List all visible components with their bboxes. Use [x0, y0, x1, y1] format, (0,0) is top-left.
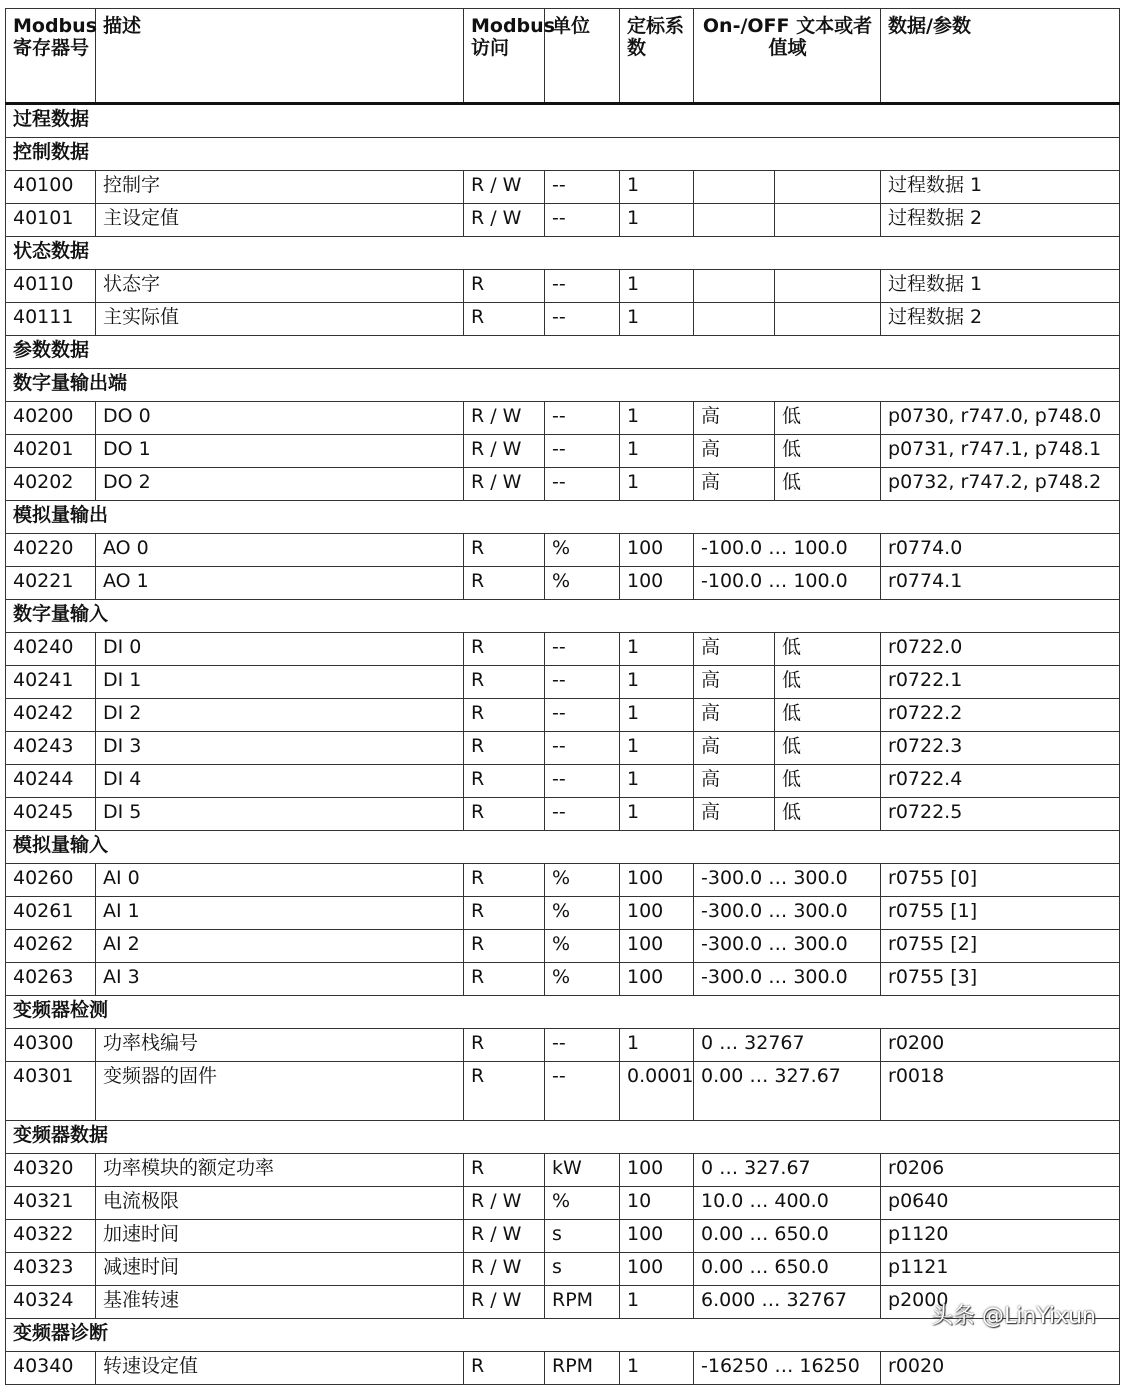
- table-row: [6, 1187, 1120, 1220]
- unit-cell: --: [545, 798, 620, 831]
- register-cell: 40300: [6, 1029, 96, 1062]
- on-text-cell: [694, 204, 775, 237]
- header-description: 描述: [96, 9, 464, 104]
- parameter-cell: p0730, r747.0, p748.0: [881, 402, 1120, 435]
- register-cell: 40243: [6, 732, 96, 765]
- register-cell: 40320: [6, 1154, 96, 1187]
- section-title: 数字量输出端: [6, 369, 1120, 402]
- scale-cell: 1: [620, 303, 694, 336]
- section-title: 模拟量输入: [6, 831, 1120, 864]
- range-cell: 0 … 327.67: [694, 1154, 881, 1187]
- description-cell: 变频器的固件: [96, 1062, 464, 1121]
- description-cell: AO 1: [96, 567, 464, 600]
- scale-cell: 1: [620, 732, 694, 765]
- unit-cell: RPM: [545, 1286, 620, 1319]
- scale-cell: 1: [620, 171, 694, 204]
- parameter-cell: r0755 [1]: [881, 897, 1120, 930]
- register-cell: 40263: [6, 963, 96, 996]
- parameter-cell: p2000: [881, 1286, 1120, 1319]
- parameter-cell: r0722.5: [881, 798, 1120, 831]
- access-cell: R: [464, 270, 545, 303]
- description-cell: DO 1: [96, 435, 464, 468]
- section-row: [6, 501, 1120, 534]
- register-cell: 40245: [6, 798, 96, 831]
- on-text-cell: 高: [694, 468, 775, 501]
- access-cell: R / W: [464, 435, 545, 468]
- register-cell: 40261: [6, 897, 96, 930]
- register-cell: 40301: [6, 1062, 96, 1121]
- scale-cell: 100: [620, 864, 694, 897]
- unit-cell: %: [545, 567, 620, 600]
- description-cell: 加速时间: [96, 1220, 464, 1253]
- range-cell: 0 … 32767: [694, 1029, 881, 1062]
- table-row: [6, 171, 1120, 204]
- unit-cell: --: [545, 468, 620, 501]
- range-cell: -300.0 … 300.0: [694, 864, 881, 897]
- parameter-cell: p0732, r747.2, p748.2: [881, 468, 1120, 501]
- register-cell: 40110: [6, 270, 96, 303]
- on-text-cell: 高: [694, 732, 775, 765]
- access-cell: R: [464, 864, 545, 897]
- scale-cell: 0.0001: [620, 1062, 694, 1121]
- parameter-cell: r0200: [881, 1029, 1120, 1062]
- register-cell: 40200: [6, 402, 96, 435]
- description-cell: DI 1: [96, 666, 464, 699]
- table-row: [6, 963, 1120, 996]
- parameter-cell: p0731, r747.1, p748.1: [881, 435, 1120, 468]
- scale-cell: 1: [620, 402, 694, 435]
- unit-cell: --: [545, 765, 620, 798]
- off-text-cell: 低: [775, 402, 881, 435]
- table-row: [6, 402, 1120, 435]
- access-cell: R: [464, 1029, 545, 1062]
- unit-cell: --: [545, 303, 620, 336]
- table-row: [6, 1154, 1120, 1187]
- scale-cell: 1: [620, 1286, 694, 1319]
- access-cell: R: [464, 534, 545, 567]
- register-cell: 40241: [6, 666, 96, 699]
- parameter-cell: 过程数据 1: [881, 171, 1120, 204]
- off-text-cell: [775, 204, 881, 237]
- register-cell: 40221: [6, 567, 96, 600]
- section-title: 过程数据: [6, 104, 1120, 138]
- scale-cell: 100: [620, 930, 694, 963]
- header-parameter: 数据/参数: [881, 9, 1120, 104]
- access-cell: R / W: [464, 468, 545, 501]
- parameter-cell: r0755 [2]: [881, 930, 1120, 963]
- table-row: [6, 303, 1120, 336]
- section-title: 参数数据: [6, 336, 1120, 369]
- parameter-cell: r0722.3: [881, 732, 1120, 765]
- off-text-cell: 低: [775, 765, 881, 798]
- unit-cell: --: [545, 1029, 620, 1062]
- scale-cell: 100: [620, 1253, 694, 1286]
- unit-cell: %: [545, 1187, 620, 1220]
- range-cell: -300.0 … 300.0: [694, 930, 881, 963]
- parameter-cell: r0774.0: [881, 534, 1120, 567]
- table-row: [6, 666, 1120, 699]
- parameter-cell: r0774.1: [881, 567, 1120, 600]
- scale-cell: 100: [620, 1220, 694, 1253]
- on-text-cell: [694, 270, 775, 303]
- parameter-cell: 过程数据 2: [881, 204, 1120, 237]
- unit-cell: %: [545, 930, 620, 963]
- description-cell: DI 2: [96, 699, 464, 732]
- scale-cell: 100: [620, 567, 694, 600]
- scale-cell: 10: [620, 1187, 694, 1220]
- access-cell: R: [464, 699, 545, 732]
- scale-cell: 1: [620, 666, 694, 699]
- register-cell: 40101: [6, 204, 96, 237]
- header-register: Modbus 寄存器号: [6, 9, 96, 104]
- register-cell: 40321: [6, 1187, 96, 1220]
- description-cell: AI 2: [96, 930, 464, 963]
- unit-cell: s: [545, 1220, 620, 1253]
- table-row: [6, 699, 1120, 732]
- header-row: [6, 9, 1120, 104]
- parameter-cell: r0722.0: [881, 633, 1120, 666]
- access-cell: R: [464, 963, 545, 996]
- description-cell: 减速时间: [96, 1253, 464, 1286]
- description-cell: AI 3: [96, 963, 464, 996]
- section-row: [6, 600, 1120, 633]
- unit-cell: --: [545, 666, 620, 699]
- off-text-cell: 低: [775, 468, 881, 501]
- access-cell: R / W: [464, 1286, 545, 1319]
- header-onoff-range: On-/OFF 文本或者值域: [694, 9, 881, 104]
- section-title: 变频器诊断: [6, 1319, 1120, 1352]
- parameter-cell: r0018: [881, 1062, 1120, 1121]
- scale-cell: 1: [620, 270, 694, 303]
- scale-cell: 1: [620, 1352, 694, 1385]
- header-unit: 单位: [545, 9, 620, 104]
- table-row: [6, 1220, 1120, 1253]
- access-cell: R: [464, 666, 545, 699]
- description-cell: AI 1: [96, 897, 464, 930]
- access-cell: R: [464, 1352, 545, 1385]
- unit-cell: --: [545, 1062, 620, 1121]
- register-cell: 40322: [6, 1220, 96, 1253]
- on-text-cell: 高: [694, 666, 775, 699]
- on-text-cell: [694, 171, 775, 204]
- description-cell: DI 4: [96, 765, 464, 798]
- on-text-cell: 高: [694, 402, 775, 435]
- scale-cell: 100: [620, 534, 694, 567]
- access-cell: R / W: [464, 1253, 545, 1286]
- unit-cell: --: [545, 204, 620, 237]
- description-cell: AO 0: [96, 534, 464, 567]
- parameter-cell: p0640: [881, 1187, 1120, 1220]
- description-cell: 功率模块的额定功率: [96, 1154, 464, 1187]
- table-row: [6, 567, 1120, 600]
- parameter-cell: p1120: [881, 1220, 1120, 1253]
- register-cell: 40240: [6, 633, 96, 666]
- parameter-cell: 过程数据 2: [881, 303, 1120, 336]
- table-row: [6, 930, 1120, 963]
- scale-cell: 1: [620, 699, 694, 732]
- off-text-cell: 低: [775, 633, 881, 666]
- access-cell: R / W: [464, 402, 545, 435]
- section-title: 变频器数据: [6, 1121, 1120, 1154]
- access-cell: R: [464, 732, 545, 765]
- header-access: Modbus 访问: [464, 9, 545, 104]
- on-text-cell: 高: [694, 435, 775, 468]
- on-text-cell: [694, 303, 775, 336]
- access-cell: R: [464, 765, 545, 798]
- table-row: [6, 897, 1120, 930]
- description-cell: 基准转速: [96, 1286, 464, 1319]
- parameter-cell: r0755 [3]: [881, 963, 1120, 996]
- off-text-cell: 低: [775, 732, 881, 765]
- section-title: 状态数据: [6, 237, 1120, 270]
- scale-cell: 100: [620, 963, 694, 996]
- unit-cell: --: [545, 402, 620, 435]
- description-cell: DO 0: [96, 402, 464, 435]
- access-cell: R: [464, 897, 545, 930]
- section-row: [6, 1121, 1120, 1154]
- table-row: [6, 534, 1120, 567]
- access-cell: R: [464, 930, 545, 963]
- access-cell: R: [464, 1154, 545, 1187]
- section-row: [6, 996, 1120, 1029]
- off-text-cell: [775, 171, 881, 204]
- register-cell: 40202: [6, 468, 96, 501]
- section-row: [6, 1319, 1120, 1352]
- register-cell: 40201: [6, 435, 96, 468]
- section-title: 数字量输入: [6, 600, 1120, 633]
- register-cell: 40324: [6, 1286, 96, 1319]
- scale-cell: 1: [620, 1029, 694, 1062]
- parameter-cell: r0722.2: [881, 699, 1120, 732]
- unit-cell: %: [545, 864, 620, 897]
- description-cell: DI 5: [96, 798, 464, 831]
- off-text-cell: 低: [775, 699, 881, 732]
- range-cell: 0.00 … 650.0: [694, 1253, 881, 1286]
- description-cell: 控制字: [96, 171, 464, 204]
- scale-cell: 100: [620, 1154, 694, 1187]
- range-cell: -100.0 … 100.0: [694, 567, 881, 600]
- scale-cell: 1: [620, 435, 694, 468]
- parameter-cell: p1121: [881, 1253, 1120, 1286]
- parameter-cell: r0755 [0]: [881, 864, 1120, 897]
- table-row: [6, 270, 1120, 303]
- on-text-cell: 高: [694, 633, 775, 666]
- access-cell: R: [464, 633, 545, 666]
- section-row: [6, 831, 1120, 864]
- unit-cell: --: [545, 633, 620, 666]
- table-row: [6, 732, 1120, 765]
- scale-cell: 1: [620, 765, 694, 798]
- unit-cell: RPM: [545, 1352, 620, 1385]
- parameter-cell: r0206: [881, 1154, 1120, 1187]
- parameter-cell: r0722.4: [881, 765, 1120, 798]
- section-row: [6, 237, 1120, 270]
- watermark: 头条 @LinYixun: [931, 1304, 1096, 1329]
- scale-cell: 1: [620, 204, 694, 237]
- section-row: [6, 336, 1120, 369]
- range-cell: -100.0 … 100.0: [694, 534, 881, 567]
- on-text-cell: 高: [694, 798, 775, 831]
- unit-cell: --: [545, 732, 620, 765]
- table-row: [6, 765, 1120, 798]
- range-cell: 0.00 … 327.67: [694, 1062, 881, 1121]
- section-row: [6, 104, 1120, 138]
- unit-cell: s: [545, 1253, 620, 1286]
- header-scale: 定标系数: [620, 9, 694, 104]
- section-row: [6, 138, 1120, 171]
- on-text-cell: 高: [694, 699, 775, 732]
- table-row: [6, 633, 1120, 666]
- register-cell: 40244: [6, 765, 96, 798]
- access-cell: R / W: [464, 1220, 545, 1253]
- register-cell: 40242: [6, 699, 96, 732]
- table-row: [6, 798, 1120, 831]
- description-cell: 转速设定值: [96, 1352, 464, 1385]
- off-text-cell: [775, 270, 881, 303]
- description-cell: DI 3: [96, 732, 464, 765]
- table-row: [6, 1286, 1120, 1319]
- modbus-register-table: [5, 8, 1120, 1385]
- off-text-cell: [775, 303, 881, 336]
- range-cell: -300.0 … 300.0: [694, 897, 881, 930]
- range-cell: -300.0 … 300.0: [694, 963, 881, 996]
- table-row: [6, 204, 1120, 237]
- register-cell: 40340: [6, 1352, 96, 1385]
- section-title: 模拟量输出: [6, 501, 1120, 534]
- access-cell: R: [464, 798, 545, 831]
- unit-cell: --: [545, 171, 620, 204]
- off-text-cell: 低: [775, 435, 881, 468]
- off-text-cell: 低: [775, 798, 881, 831]
- description-cell: 状态字: [96, 270, 464, 303]
- range-cell: 0.00 … 650.0: [694, 1220, 881, 1253]
- table-row: [6, 1029, 1120, 1062]
- scale-cell: 100: [620, 897, 694, 930]
- table-row: [6, 468, 1120, 501]
- range-cell: 6.000 … 32767: [694, 1286, 881, 1319]
- scale-cell: 1: [620, 468, 694, 501]
- unit-cell: --: [545, 270, 620, 303]
- description-cell: 功率栈编号: [96, 1029, 464, 1062]
- register-cell: 40220: [6, 534, 96, 567]
- description-cell: 主实际值: [96, 303, 464, 336]
- parameter-cell: r0722.1: [881, 666, 1120, 699]
- access-cell: R: [464, 567, 545, 600]
- table-row: [6, 1253, 1120, 1286]
- access-cell: R: [464, 303, 545, 336]
- table-row: [6, 1352, 1120, 1385]
- off-text-cell: 低: [775, 666, 881, 699]
- register-cell: 40100: [6, 171, 96, 204]
- parameter-cell: r0020: [881, 1352, 1120, 1385]
- description-cell: DI 0: [96, 633, 464, 666]
- register-cell: 40323: [6, 1253, 96, 1286]
- description-cell: AI 0: [96, 864, 464, 897]
- scale-cell: 1: [620, 633, 694, 666]
- register-cell: 40262: [6, 930, 96, 963]
- range-cell: 10.0 … 400.0: [694, 1187, 881, 1220]
- range-cell: -16250 … 16250: [694, 1352, 881, 1385]
- unit-cell: %: [545, 534, 620, 567]
- unit-cell: --: [545, 435, 620, 468]
- unit-cell: --: [545, 699, 620, 732]
- on-text-cell: 高: [694, 765, 775, 798]
- table-row: [6, 435, 1120, 468]
- parameter-cell: 过程数据 1: [881, 270, 1120, 303]
- section-title: 变频器检测: [6, 996, 1120, 1029]
- access-cell: R / W: [464, 1187, 545, 1220]
- scale-cell: 1: [620, 798, 694, 831]
- register-cell: 40260: [6, 864, 96, 897]
- register-cell: 40111: [6, 303, 96, 336]
- section-row: [6, 369, 1120, 402]
- description-cell: 主设定值: [96, 204, 464, 237]
- description-cell: DO 2: [96, 468, 464, 501]
- description-cell: 电流极限: [96, 1187, 464, 1220]
- table-row: [6, 1062, 1120, 1121]
- unit-cell: %: [545, 963, 620, 996]
- access-cell: R / W: [464, 171, 545, 204]
- section-title: 控制数据: [6, 138, 1120, 171]
- unit-cell: kW: [545, 1154, 620, 1187]
- unit-cell: %: [545, 897, 620, 930]
- access-cell: R: [464, 1062, 545, 1121]
- table-row: [6, 864, 1120, 897]
- access-cell: R / W: [464, 204, 545, 237]
